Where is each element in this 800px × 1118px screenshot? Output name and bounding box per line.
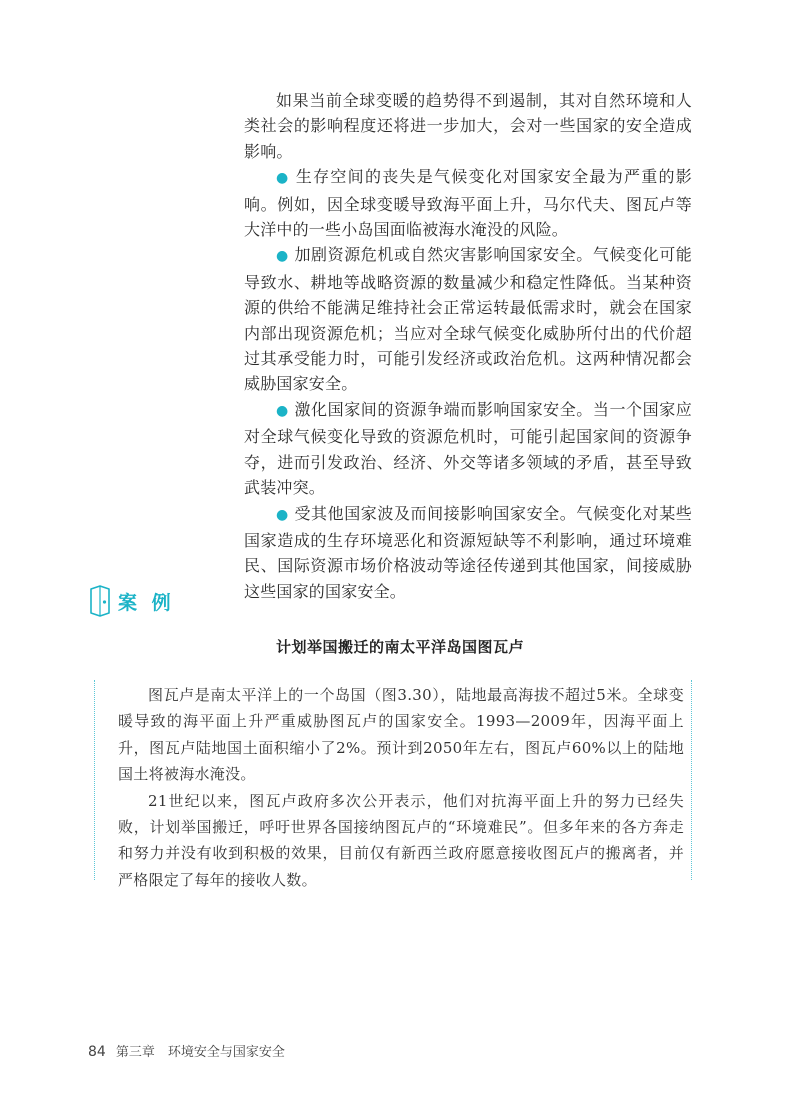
bullet-dot-icon: ● (276, 170, 290, 187)
paragraph-text: 加剧资源危机或自然灾害影响国家安全。气候变化可能导致水、耕地等战略资源的数量减少和稳定性降低。当某种资源的供给不能满足维持社会正常运转最低需求时，就会在国家内部出现资源危机；当应对全球气候变化威胁所付出的代价超过其承受能力时，可能引发经济或政治危机。这两种情况都会威胁国家安全。 (244, 245, 692, 394)
case-title: 计划举国搬迁的南太平洋岛国图瓦卢 (275, 638, 524, 656)
book-icon (88, 585, 112, 617)
case-paragraph: 21世纪以来，图瓦卢政府多次公开表示，他们对抗海平面上升的努力已经失败，计划举国搬迁，呼吁世界各国接纳图瓦卢的“环境难民”。但多年来的各方奔走和努力并没有收到积极的效果，目前仅有新西兰政府愿意接收图瓦卢的搬离者，并严格限定了每年的接收人数。 (118, 791, 684, 889)
paragraph-text: 如果当前全球变暖的趋势得不到遏制，其对自然环境和人类社会的影响程度还将进一步加大，会对一些国家的安全造成影响。 (244, 91, 692, 161)
bullet-dot-icon: ● (276, 506, 289, 523)
case-body (118, 682, 684, 893)
bullet-paragraph-resource-dispute (244, 397, 692, 501)
case-label: 案 例 (118, 591, 175, 614)
bullet-paragraph-resource-crisis (244, 242, 692, 396)
bullet-dot-icon: ● (276, 402, 289, 419)
paragraph-text: 激化国家间的资源争端而影响国家安全。当一个国家应对全球气候变化导致的资源危机时，可能引起国家间的资源争夺，进而引发政治、经济、外交等诸多领域的矛盾，甚至导致武装冲突。 (244, 399, 692, 498)
paragraph-text: 受其他国家波及而间接影响国家安全。气候变化对某些国家造成的生存环境恶化和资源短缺等不利影响，通过环境难民、国际资源市场价格波动等途径传递到其他国家，间接威胁这些国家的国家安全。 (244, 503, 692, 601)
main-body (244, 88, 692, 604)
bullet-paragraph-living-space (244, 164, 692, 242)
intro-paragraph (244, 88, 692, 164)
case-header (88, 584, 175, 618)
case-paragraph: 图瓦卢是南太平洋上的一个岛国（图3.30），陆地最高海拔不超过5米。全球变暖导致的海平面上升严重威胁图瓦卢的国家安全。1993—2009年，因海平面上升，图瓦卢陆地国土面积缩小了2%。预计到2050年左右，图瓦卢60%以上的陆地国土将被海水淹没。 (118, 686, 684, 784)
page-number: 84 (88, 1044, 106, 1060)
bullet-dot-icon: ● (276, 248, 289, 265)
chapter-title: 第三章 环境安全与国家安全 (115, 1045, 285, 1060)
bullet-paragraph-indirect-impact (244, 501, 692, 605)
page-footer (88, 1041, 285, 1060)
paragraph-text: 生存空间的丧失是气候变化对国家安全最为严重的影响。例如，因全球变暖导致海平面上升，马尔代夫、图瓦卢等大洋中的一些小岛国面临被海水淹没的风险。 (244, 167, 692, 240)
